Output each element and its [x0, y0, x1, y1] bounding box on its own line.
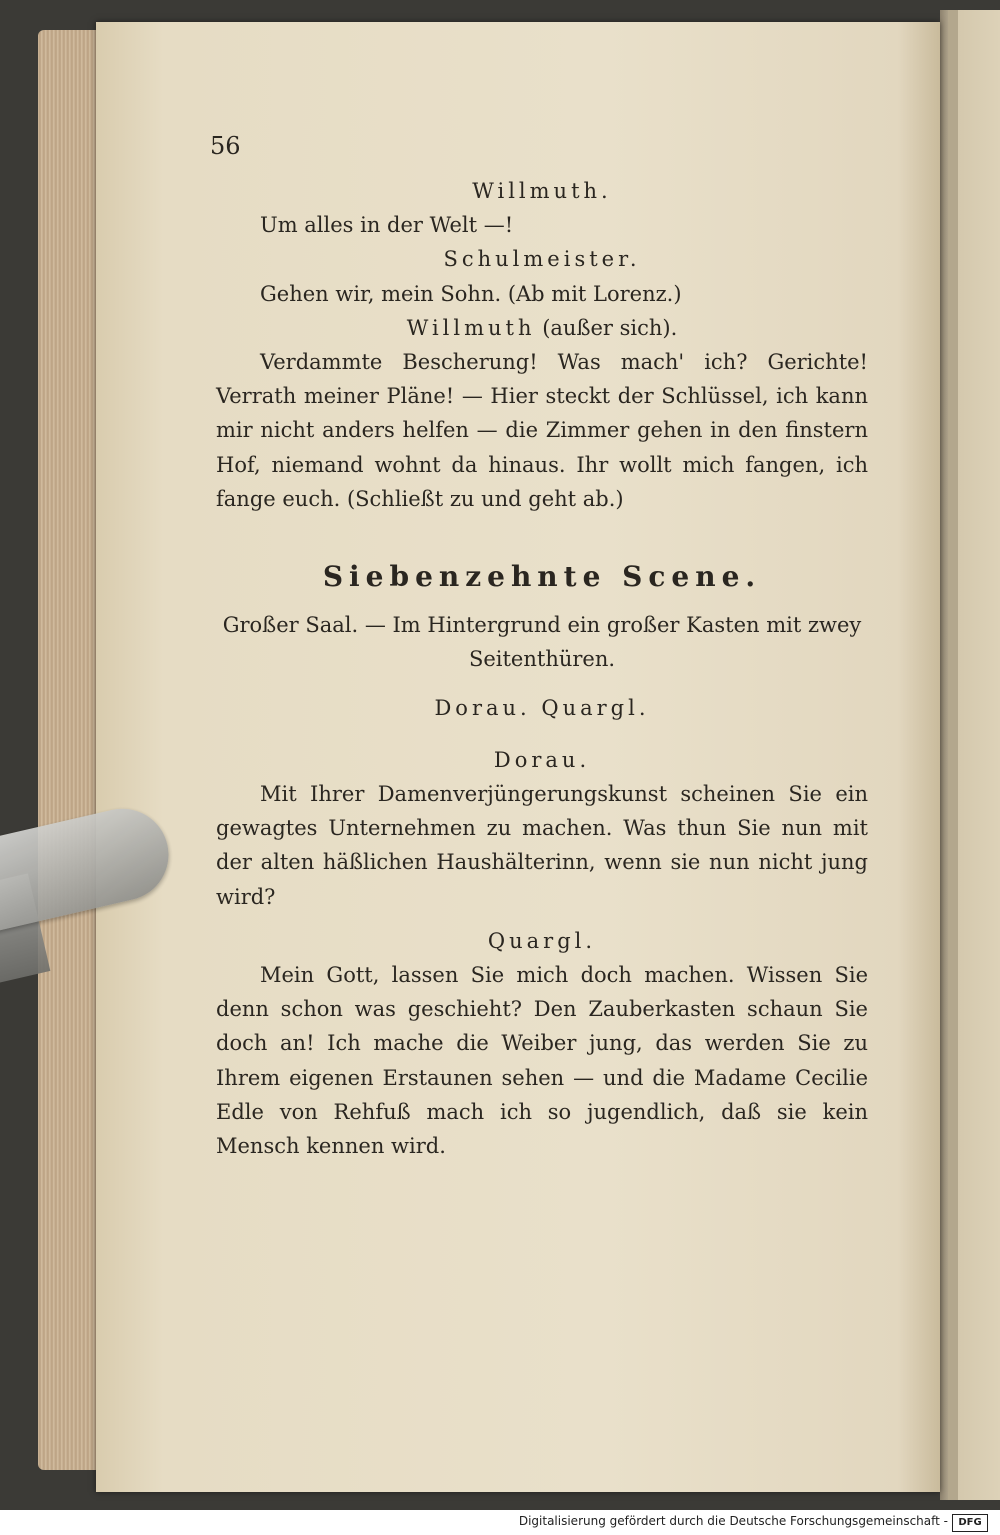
scene-description: Großer Saal. — Im Hintergrund ein großer Kasten mit zwey Seitenthüren. — [222, 613, 862, 672]
dialogue-paragraph: Mein Gott, lassen Sie mich doch machen. Wissen Sie denn schon was geschieht? Den Zauberkasten schaun Sie doch an! Ich mache die Weiber jung, das werden Sie zu Ihrem eigenen Erstaunen sehen — und die Madame Cecilie Edle von Rehfuß mach ich so jugendlich, daß sie kein Mensch kennen wird. — [216, 963, 868, 1159]
dfg-logo-icon: DFG — [952, 1514, 988, 1532]
dialogue-line: Gehen wir, mein Sohn. (Ab mit Lorenz.) — [260, 281, 682, 306]
page-number: 56 — [210, 132, 241, 160]
speaker-name: Willmuth — [406, 315, 536, 340]
page-text — [210, 126, 868, 1163]
speaker-willmuth: Willmuth. — [472, 179, 612, 203]
scene-dialogue — [216, 743, 868, 1163]
speaker-dorau: Dorau. — [493, 747, 591, 772]
scene-cast: Dorau. Quargl. — [434, 695, 650, 720]
scene-title: Siebenzehnte Scene. — [322, 560, 762, 594]
dialogue-paragraph: Verdammte Bescherung! Was mach' ich? Gerichte! Verrath meiner Pläne! — Hier steckt der Schlüssel, ich kann mir nicht anders helfen — die Zimmer gehen in den finstern Hof, niemand wohnt da hinaus. Ihr wollt mich fangen, ich fange euch. (Schließt zu und geht ab.) — [216, 350, 868, 511]
footer-credit: Digitalisierung gefördert durch die Deutsche Forschungsgemeinschaft - — [518, 1514, 948, 1528]
stage-direction: (außer sich). — [542, 315, 678, 340]
speaker-willmuth-direction — [216, 311, 868, 345]
speaker-schulmeister: Schulmeister. — [443, 247, 641, 272]
book-gutter — [948, 10, 958, 1500]
dialogue-line: Um alles in der Welt —! — [260, 213, 514, 238]
dialogue-block — [216, 174, 868, 516]
footer-bar — [0, 1510, 1000, 1535]
speaker-quargl: Quargl. — [487, 928, 597, 953]
page-edges — [38, 30, 100, 1470]
dialogue-paragraph: Mit Ihrer Damenverjüngerungskunst scheinen Sie ein gewagtes Unternehmen zu machen. Was thun Sie nun mit der alten häßlichen Haushälterinn, wenn sie nun nicht jung wird? — [216, 782, 868, 909]
